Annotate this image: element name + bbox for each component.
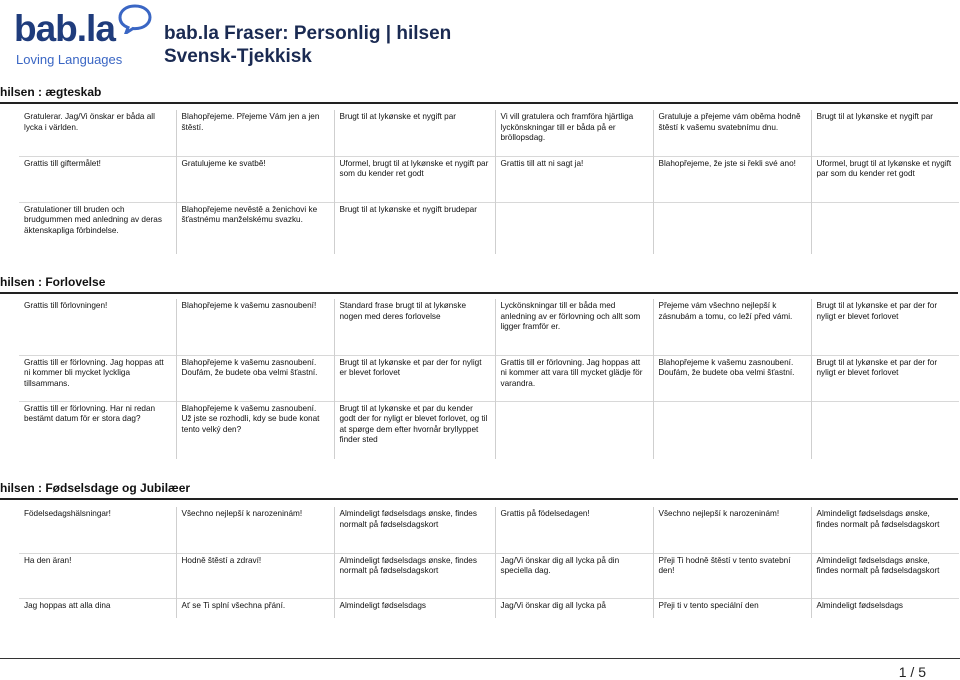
phrase-swedish: Grattis till att ni sagt ja! [495,156,653,202]
phrase-swedish: Födelsedagshälsningar! [19,507,176,553]
phrase-note: Brugt til at lykønske et par der for nyligt er blevet forlovet [334,355,495,401]
phrase-swedish: Grattis på födelsedagen! [495,507,653,553]
footer-divider [0,658,960,659]
phrase-czech: Přeji ti v tento speciální den [653,598,811,618]
phrase-czech: Blahopřejeme, že jste si řekli své ano! [653,156,811,202]
page-title-line2: Svensk-Tjekkisk [164,46,312,67]
phrase-note: Almindeligt fødselsdags ønske, findes normalt på fødselsdagskort [811,507,959,553]
phrase-note: Brugt til at lykønske et par der for nyligt er blevet forlovet [811,355,959,401]
page-header [0,0,960,76]
table-row [19,110,959,156]
section-title-text: hilsen : Fødselsdage og Jubilæer [0,481,191,495]
phrase-note: Almindeligt fødselsdags ønske, findes normalt på fødselsdagskort [334,507,495,553]
phrase-swedish: Ha den äran! [19,553,176,598]
phrase-swedish: Jag/Vi önskar dig all lycka på din speciella dag. [495,553,653,598]
phrase-note: Almindeligt fødselsdags [811,598,959,618]
phrase-czech: Blahopřejeme k vašemu zasnoubení! [176,299,334,355]
phrase-note: Brugt til at lykønske et par der for nyligt er blevet forlovet [811,299,959,355]
phrase-note: Uformel, brugt til at lykønske et nygift par som du kender ret godt [811,156,959,202]
logo-wordmark: bab.la [14,8,115,49]
phrase-czech: Všechno nejlepší k narozeninám! [176,507,334,553]
table-row [19,598,959,618]
phrase-note: Standard frase brugt til at lykønske nogen med deres forlovelse [334,299,495,355]
phrase-note: Almindeligt fødselsdags [334,598,495,618]
phrase-czech: Blahopřejeme. Přejeme Vám jen a jen štěstí. [176,110,334,156]
section-title-text: hilsen : ægteskab [0,85,102,99]
phrase-czech: Ať se Ti splní všechna přání. [176,598,334,618]
phrase-czech: Přeji Ti hodně štěstí v tento svatební den! [653,553,811,598]
babla-logo[interactable] [14,2,154,70]
phrase-note [811,401,959,459]
phrase-note: Brugt til at lykønske et nygift par [811,110,959,156]
phrase-swedish [495,202,653,254]
phrase-swedish: Grattis till er förlovning. Har ni redan bestämt datum för er stora dag? [19,401,176,459]
phrase-swedish: Jag hoppas att alla dina [19,598,176,618]
phrase-swedish: Jag/Vi önskar dig all lycka på [495,598,653,618]
phrase-czech [653,202,811,254]
table-row [19,553,959,598]
phrase-czech: Všechno nejlepší k narozeninám! [653,507,811,553]
phrase-czech: Blahopřejeme k vašemu zasnoubení. Už jste se rozhodli, kdy se bude konat tento velký den? [176,401,334,459]
table-row [19,156,959,202]
phrase-swedish: Grattis till er förlovning. Jag hoppas att ni kommer bli mycket lyckliga tillsammans. [19,355,176,401]
section-title [0,275,958,289]
phrase-note: Uformel, brugt til at lykønske et nygift par som du kender ret godt [334,156,495,202]
table-row [19,299,959,355]
table-row [19,355,959,401]
phrase-swedish: Vi vill gratulera och framföra hjärtliga lyckönskningar till er båda på er bröllopsdag. [495,110,653,156]
phrase-swedish: Grattis till giftermålet! [19,156,176,202]
phrase-note: Brugt til at lykønske et nygift par [334,110,495,156]
phrase-swedish: Grattis till förlovningen! [19,299,176,355]
phrase-czech: Přejeme vám všechno nejlepší k zásnubám a tomu, co leží před vámi. [653,299,811,355]
phrase-czech: Gratuluje a přejeme vám oběma hodně štěstí k vašemu svatebnímu dnu. [653,110,811,156]
phrase-swedish: Gratulationer till bruden och brudgummen med anledning av deras äktenskapliga förbindelse. [19,202,176,254]
phrase-czech [653,401,811,459]
phrase-czech: Blahopřejeme nevěstě a ženichovi ke šťastnému manželskému svazku. [176,202,334,254]
phrase-table [19,507,959,618]
phrase-czech: Gratulujeme ke svatbě! [176,156,334,202]
phrase-note [811,202,959,254]
page-title-line1: bab.la Fraser: Personlig | hilsen [164,23,452,44]
phrase-swedish: Gratulerar. Jag/Vi önskar er båda all lycka i världen. [19,110,176,156]
phrase-table [19,299,959,459]
logo-tagline: Loving Languages [16,52,123,67]
phrase-czech: Blahopřejeme k vašemu zasnoubení. Doufám, že budete oba velmi šťastní. [176,355,334,401]
phrase-note: Brugt til at lykønske et par du kender godt der for nyligt er blevet forlovet, og til at spørge dem efter hvornår bryllyppet finder sted [334,401,495,459]
table-row [19,202,959,254]
phrase-swedish [495,401,653,459]
phrase-swedish: Lyckönskningar till er båda med anledning av er förlovning och allt som ligger framför er. [495,299,653,355]
section-title [0,85,958,99]
page-title [164,22,451,68]
phrase-note: Almindeligt fødselsdags ønske, findes normalt på fødselsdagskort [334,553,495,598]
table-row [19,401,959,459]
phrase-swedish: Grattis till er förlovning. Jag hoppas att ni kommer att vara till mycket glädje för varandra. [495,355,653,401]
phrase-czech: Blahopřejeme k vašemu zasnoubení. Doufám, že budete oba velmi šťastní. [653,355,811,401]
phrase-note: Brugt til at lykønske et nygift brudepar [334,202,495,254]
section-title-text: hilsen : Forlovelse [0,275,106,289]
section-title [0,481,958,495]
table-row [19,507,959,553]
phrase-czech: Hodně štěstí a zdraví! [176,553,334,598]
phrase-note: Almindeligt fødselsdags ønske, findes normalt på fødselsdagskort [811,553,959,598]
speech-bubble-icon [118,4,152,34]
page-number: 1 / 5 [898,664,926,680]
phrase-table [19,110,959,254]
